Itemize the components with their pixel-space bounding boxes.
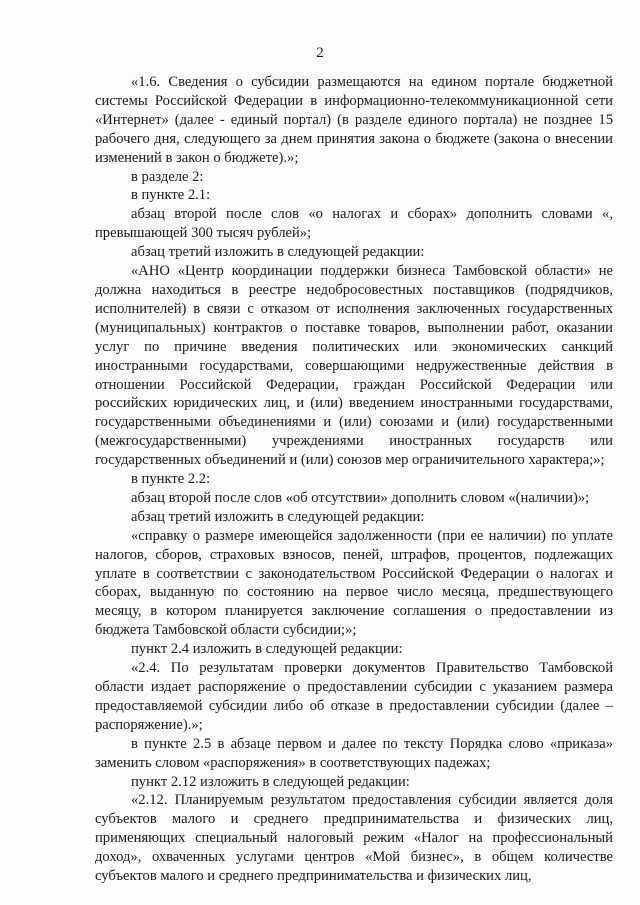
paragraph-section-2: в разделе 2: <box>131 168 204 185</box>
paragraph-2-1-abzac-2: абзац второй после слов «о налогах и сборах» дополнить словами «, превышающей 300 тысяч рублей»; <box>95 206 613 242</box>
paragraph-debt-certificate: «справку о размере имеющейся задолженности (при ее наличии) по уплате налогов, сборов, страховых взносов, пеней, штрафов, процентов, подлежащих уплате в соответствии с законодательством Российской Федерации о налогах и сборах, выданную по состоянию на первое число месяца, предшествующего месяцу, в котором планируется заключение соглашения о предоставлении из бюджета Тамбовской области субсидии;»; <box>95 527 613 639</box>
paragraph-1-6: «1.6. Сведения о субсидии размещаются на едином портале бюджетной системы Российской Федерации в информационно-телекоммуникационной сети «Интернет» (далее - единый портал) (в разделе единого портала) не позднее 15 рабочего дня, следующего за днем принятия закона о бюджете (закона о внесении изменений в закон о бюджете).»; <box>95 74 613 166</box>
paragraph-ano-requirement: «АНО «Центр координации поддержки бизнеса Тамбовской области» не должна находиться в реестре недобросовестных поставщиков (подрядчиков, исполнителей) в связи с отказом от исполнения заключенных государственных (муниципальных) контрактов о поставке товаров, выполнении работ, оказании услуг по причине введения политических или экономических санкций иностранными государствами, совершающими недружественные действия в отношении Российской Федерации, граждан Российской Федерации или российских юридических лиц, и (или) введением иностранными государствами, государственными объединениями и (или) союзами и (или) государственными (межгосударственными) учреждениями иностранных государств или государственных объединений и (или) союзов мер ограничительного характера;»; <box>95 263 613 469</box>
paragraph-2-2-abzac-3-intro: абзац третий изложить в следующей редакции: <box>131 508 425 525</box>
paragraph-2-1-abzac-3-intro: абзац третий изложить в следующей редакции: <box>131 244 425 261</box>
paragraph-2-5: в пункте 2.5 в абзаце первом и далее по тексту Порядка слово «приказа» заменить словом «распоряжения» в соответствующих падежах; <box>95 735 613 771</box>
document-body <box>95 73 613 886</box>
paragraph-item-2-12-intro: пункт 2.12 изложить в следующей редакции: <box>131 773 410 790</box>
page-number: 2 <box>316 45 324 61</box>
paragraph-2-2-abzac-2: абзац второй после слов «об отсутствии» дополнить словом «(наличии)»; <box>131 489 590 506</box>
paragraph-item-2-1: в пункте 2.1: <box>131 187 211 204</box>
paragraph-item-2-2: в пункте 2.2: <box>131 471 211 488</box>
paragraph-2-12: «2.12. Планируемым результатом предоставления субсидии является доля субъектов малого и среднего предпринимательства и физических лиц, применяющих специальный налоговый режим «Налог на профессиональный доход», охваченных услугами центров «Мой бизнес», в общем количестве субъектов малого и среднего предпринимательства и физических лиц, <box>95 792 613 885</box>
paragraph-2-4: «2.4. По результатам проверки документов Правительство Тамбовской области издает распоряжение о предоставлении субсидии с указанием размера предоставляемой субсидии либо об отказе в предоставлении субсидии (далее – распоряжение).»; <box>95 660 613 733</box>
paragraph-item-2-4-intro: пункт 2.4 изложить в следующей редакции: <box>131 641 403 658</box>
